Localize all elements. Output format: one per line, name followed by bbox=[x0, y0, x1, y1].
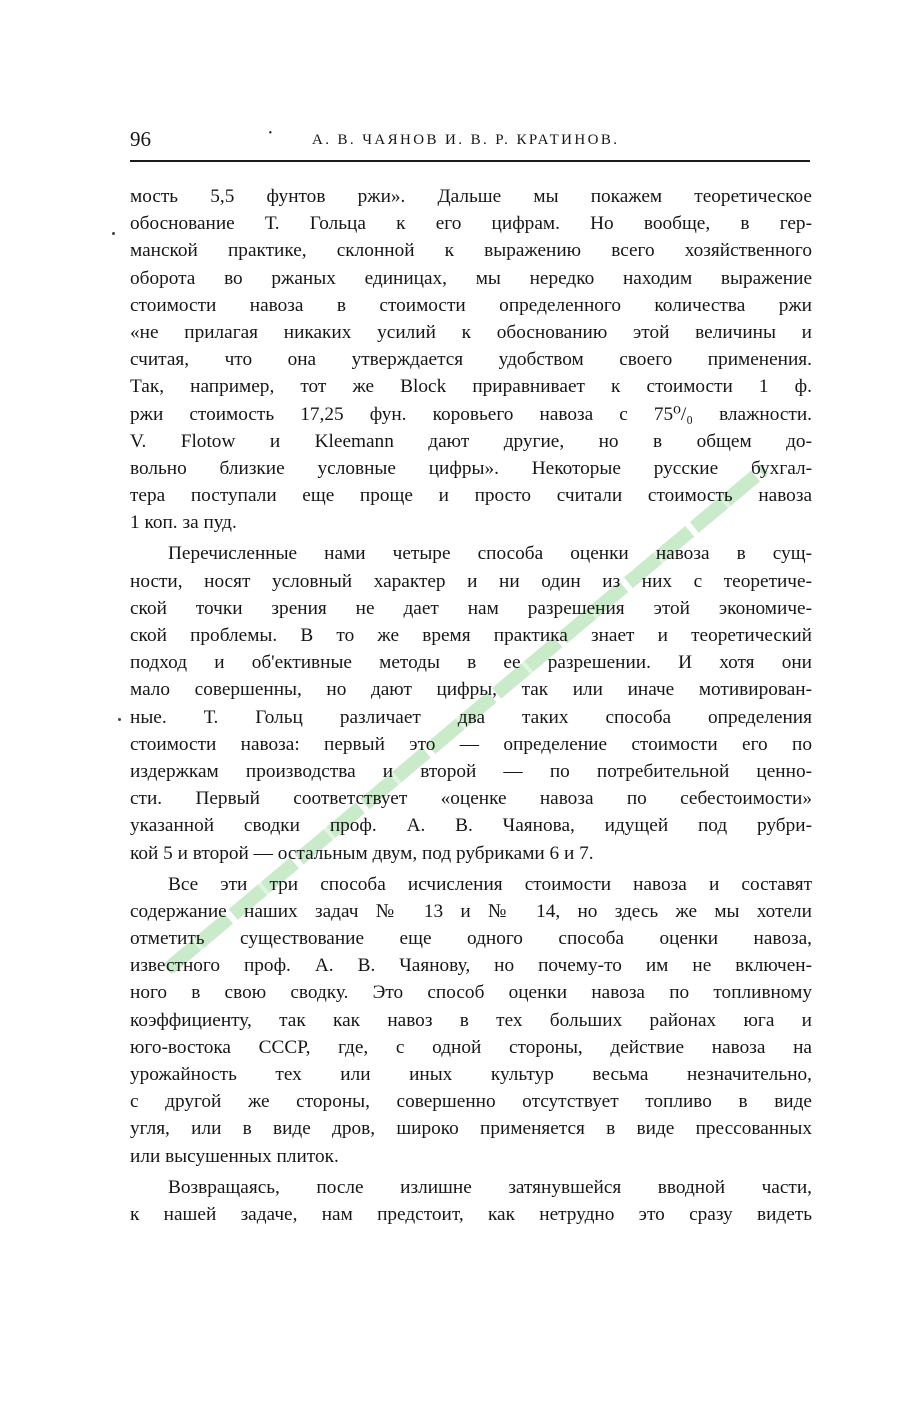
text-line: 1 коп. за пуд. bbox=[130, 512, 237, 534]
running-head: А. В. ЧАЯНОВ И. В. Р. КРАТИНОВ. bbox=[312, 132, 620, 148]
text-line: кой 5 и второй — остальным двум, под рубриками 6 и 7. bbox=[130, 842, 594, 864]
text-line: коэффициенту, так как навоз в тех больших районах юга и bbox=[130, 1009, 812, 1031]
text-line: урожайность тех или иных культур весьма незначительно, bbox=[130, 1064, 812, 1085]
text-line: издержкам производства и второй — по потребительной ценно- bbox=[130, 760, 812, 782]
text-line: Возвращаясь, после излишне затянувшейся вводной части, bbox=[168, 1176, 812, 1198]
text-line: ской точки зрения не дает нам разрешения этой экономиче- bbox=[130, 597, 812, 619]
text-line: V. Flotow и Kleemann дают другие, но в общем до- bbox=[130, 430, 812, 452]
text-line: обоснование Т. Гольца к его цифрам. Но вообще, в гер- bbox=[130, 213, 812, 235]
text-line: ржи стоимость 17,25 фун. коровьего навоза с 75⁰/₀ влажности. bbox=[130, 403, 812, 425]
text-line: манской практике, склонной к выражению всего хозяйственного bbox=[130, 240, 812, 262]
text-line: стоимости навоза в стоимости определенного количества ржи bbox=[130, 294, 812, 316]
page-header bbox=[130, 120, 810, 162]
body-text bbox=[130, 183, 812, 1228]
text-line: Перечисленные нами четыре способа оценки навоза в сущ- bbox=[168, 543, 812, 565]
text-line: или высушенных плиток. bbox=[130, 1145, 339, 1167]
text-line: подход и об'ективные методы в ее разрешении. И хотя они bbox=[130, 652, 812, 674]
text-line: угля, или в виде дров, широко применяется в виде прессованных bbox=[130, 1118, 812, 1140]
header-separator: · bbox=[267, 122, 274, 144]
text-line: оборота во ржаных единицах, мы нередко находим выражение bbox=[130, 267, 812, 289]
scan-speck bbox=[112, 232, 115, 235]
text-line: мало совершенны, но дают цифры, так или иначе мотивирован- bbox=[130, 679, 812, 701]
text-line: сти. Первый соответствует «оценке навоза по себестоимости» bbox=[130, 788, 812, 810]
text-line: мость 5,5 фунтов ржи». Дальше мы покажем теоретическое bbox=[130, 186, 812, 207]
scan-speck bbox=[118, 718, 121, 721]
text-line: с другой же стороны, совершенно отсутствует топливо в виде bbox=[130, 1091, 812, 1113]
text-line: тера поступали еще проще и просто считали стоимость навоза bbox=[130, 485, 812, 507]
text-line: к нашей задаче, нам предстоит, как нетрудно это сразу видеть bbox=[130, 1203, 812, 1225]
text-line: стоимости навоза: первый это — определение стоимости его по bbox=[130, 733, 812, 755]
text-line: содержание наших задач № 13 и № 14, но здесь же мы хотели bbox=[130, 900, 812, 922]
text-line: ные. Т. Гольц различает два таких способа определения bbox=[130, 706, 812, 728]
text-line: юго-востока СССР, где, с одной стороны, действие навоза на bbox=[130, 1036, 812, 1058]
text-line: отметить существование еще одного способа оценки навоза, bbox=[130, 928, 812, 950]
text-line: ности, носят условный характер и ни один из них с теоретиче- bbox=[130, 570, 812, 592]
text-line: ской проблемы. В то же время практика знает и теоретический bbox=[130, 625, 812, 646]
text-line: указанной сводки проф. А. В. Чаянова, идущей под рубри- bbox=[130, 815, 812, 837]
text-line: считая, что она утверждается удобством своего применения. bbox=[130, 349, 812, 371]
page-number: 96 bbox=[130, 127, 151, 151]
text-line: Все эти три способа исчисления стоимости навоза и составят bbox=[168, 873, 812, 895]
text-line: известного проф. А. В. Чаянову, но почему-то им не включен- bbox=[130, 955, 812, 977]
text-line: Так, например, тот же Block приравнивает к стоимости 1 ф. bbox=[130, 376, 812, 398]
text-line: вольно близкие условные цифры». Некоторые русские бухгал- bbox=[130, 457, 812, 479]
text-line: ного в свою сводку. Это способ оценки навоза по топливному bbox=[130, 982, 812, 1004]
text-line: «не прилагая никаких усилий к обоснованию этой величины и bbox=[130, 321, 812, 343]
